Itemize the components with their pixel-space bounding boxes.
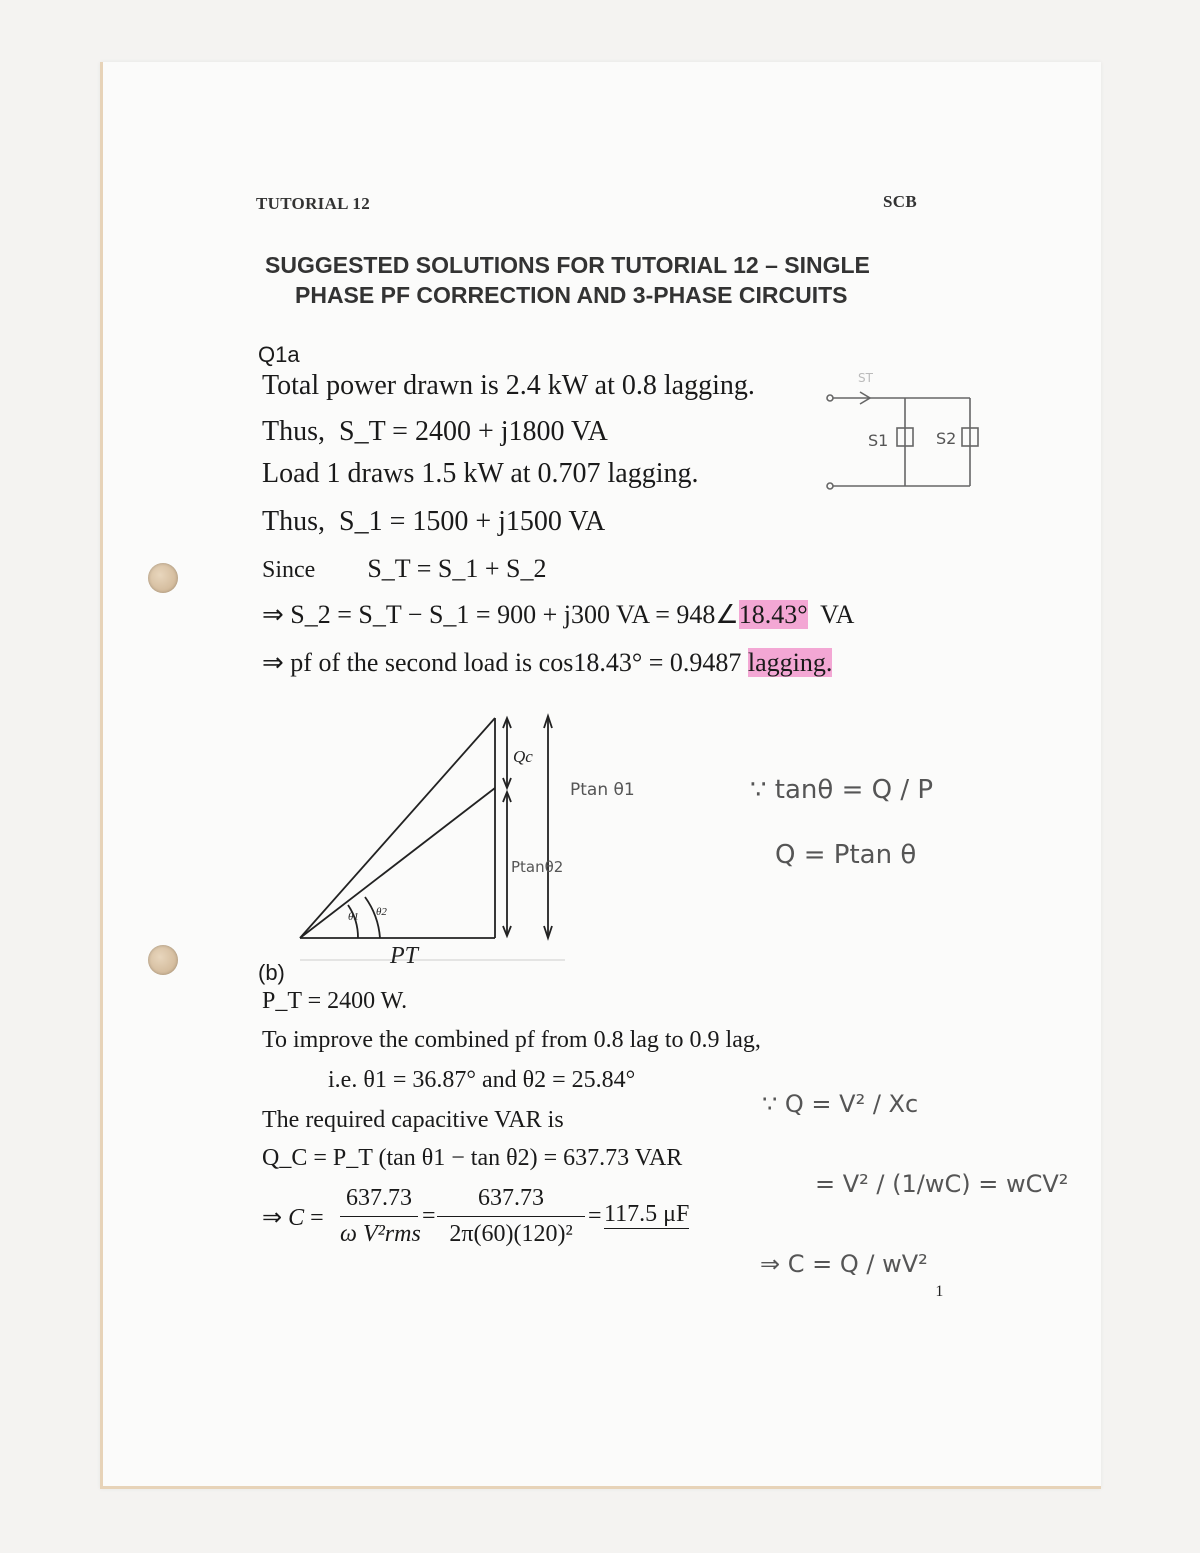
page-title-line1: SUGGESTED SOLUTIONS FOR TUTORIAL 12 – SINGLE [265,252,870,278]
hand-note-wcv: = V² / (1/wC) = wCV² [815,1170,1069,1198]
theta1-label: θ1 [348,911,359,923]
hand-note-c-text: ⇒ C = Q / wV² [760,1250,928,1278]
binder-hole-upper [148,563,178,593]
q1a-line5-prefix: Since [262,557,316,583]
q1a-line6-eq: ⇒ S_2 = S_T − S_1 = 900 + j300 VA = 948∠ [262,600,739,629]
hand-note-tan: ∵ tanθ = Q / P [750,775,934,805]
q1a-line2 [262,416,608,448]
hand-note-c [760,1250,944,1300]
circuit-s2-label: S2 [936,429,957,448]
theta2-label: θ2 [376,906,387,918]
part-b-line4: The required capacitive VAR is [262,1107,564,1133]
frac2-denominator: 2π(60)(120)² [449,1221,573,1247]
part-b-line3: i.e. θ1 = 36.87° and θ2 = 25.84° [328,1067,636,1093]
frac1-denominator: ω V²rms [340,1221,421,1247]
q1a-line5 [262,554,546,584]
q1a-line5-eq: S_T = S_1 + S_2 [367,554,547,583]
circuit-sketch [820,368,980,498]
binder-hole-lower [148,945,178,975]
page-title-line2: PHASE PF CORRECTION AND 3-PHASE CIRCUITS [295,282,848,308]
q1a-line1: Total power drawn is 2.4 kW at 0.8 lagging. [262,370,755,401]
circuit-s1-label: S1 [868,431,889,450]
pt-label: PT [390,943,419,969]
q1a-line2-prefix: Thus, [262,416,325,447]
q1a-line7-eq: ⇒ pf of the second load is cos18.43° = 0.9487 [262,648,742,677]
hand-note-q-xc: ∵ Q = V² / Xc [762,1090,919,1118]
capacitance-result: 117.5 μF [604,1201,690,1227]
qc-label: Qc [513,747,533,766]
q1a-line7-highlight: lagging. [747,648,833,677]
part-b-line2: To improve the combined pf from 0.8 lag to 0.9 lag, [262,1027,761,1053]
q1a-line7 [262,648,832,678]
part-b-line1: P_T = 2400 W. [262,988,408,1014]
header-left: TUTORIAL 12 [256,194,370,213]
q1a-label: Q1a [258,342,300,367]
q1a-line4-eq: S_1 = 1500 + j1500 VA [339,506,606,537]
hand-note-c-sub: 1 [935,1283,944,1300]
q1a-line4 [262,506,605,538]
power-triangle-diagram [290,710,635,980]
q1a-line6 [262,600,854,630]
frac1-numerator: 637.73 [346,1185,412,1211]
q1a-line3: Load 1 draws 1.5 kW at 0.707 lagging. [262,458,699,489]
ptan1-label: Ptan θ1 [570,780,635,800]
frac2-numerator: 637.73 [478,1185,544,1211]
header-right: SCB [883,192,917,211]
circuit-st-label: ST [858,371,873,385]
part-b-line5: Q_C = P_T (tan θ1 − tan θ2) = 637.73 VAR [262,1145,683,1171]
q1a-line2-eq: S_T = 2400 + j1800 VA [339,416,608,447]
hand-note-q: Q = Ptan θ [775,840,917,870]
q1a-line4-prefix: Thus, [262,506,325,537]
part-b-label: (b) [258,960,285,985]
q1a-line6-angle: 18.43° [738,600,808,629]
ptan2-label: Ptanθ2 [511,858,564,876]
q1a-line6-unit: VA [820,600,855,629]
